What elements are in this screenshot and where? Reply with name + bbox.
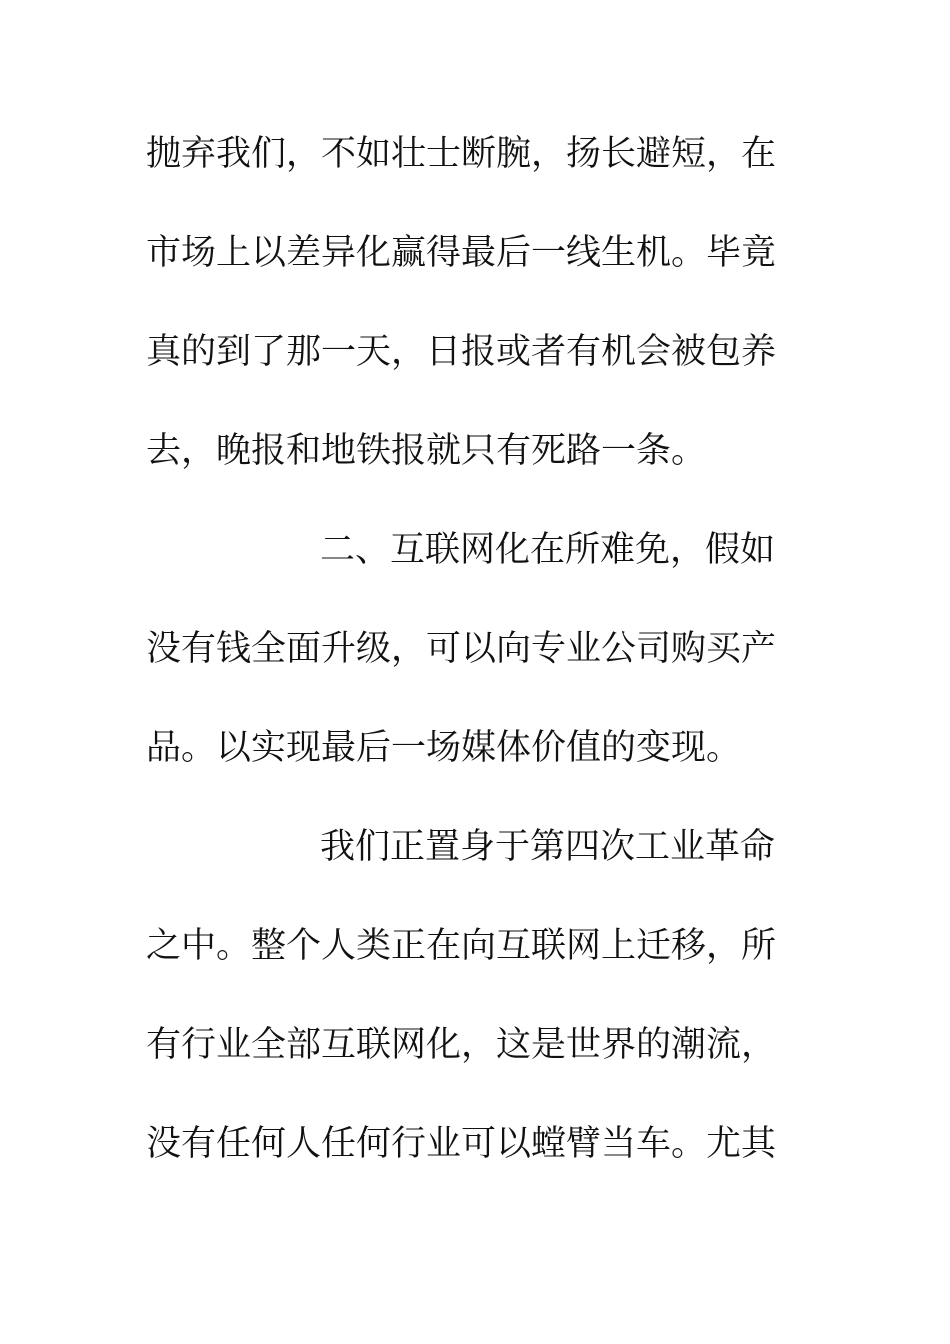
text-line-9: 之中。整个人类正在向互联网上迁移，所 [146,926,777,966]
text-line-2: 市场上以差异化赢得最后一线生机。毕竟 [146,233,777,273]
paragraph-start-line: 我们正置身于第四次工业革命 [320,827,776,867]
text-line-11: 没有任何人任何行业可以螳臂当车。尤其 [146,1124,777,1164]
text-line-3: 真的到了那一天，日报或者有机会被包养 [146,332,777,372]
text-line-10: 有行业全部互联网化，这是世界的潮流， [146,1025,777,1065]
section-heading-line: 二、互联网化在所难免，假如 [320,530,776,570]
text-line-4: 去，晚报和地铁报就只有死路一条。 [146,431,707,471]
text-line-1: 抛弃我们，不如壮士断腕，扬长避短，在 [146,134,777,174]
text-line-6: 没有钱全面升级，可以向专业公司购买产 [146,629,777,669]
text-line-7: 品。以实现最后一场媒体价值的变现。 [146,728,742,768]
